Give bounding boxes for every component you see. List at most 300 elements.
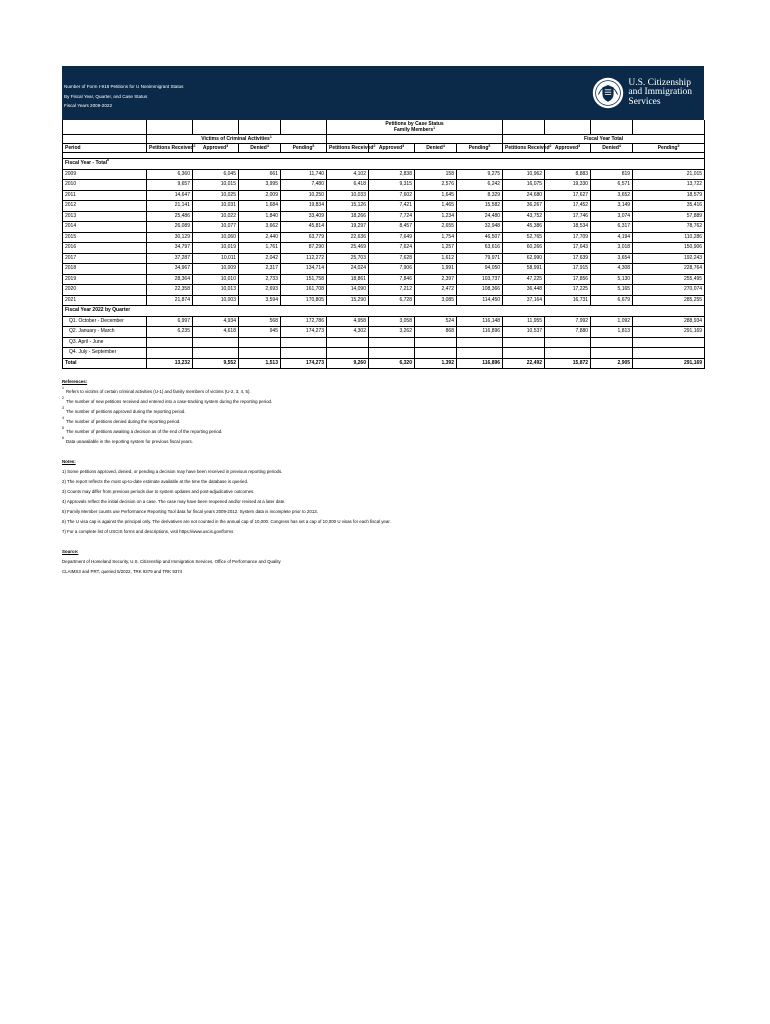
- table-cell: 35,416: [633, 201, 705, 212]
- table-cell: 114,450: [457, 295, 503, 306]
- table-cell: 14,647: [147, 190, 193, 201]
- header-approved: Approved$^3$: [545, 144, 591, 153]
- table-cell: 174,273: [281, 327, 327, 338]
- table-cell: 228,764: [633, 264, 705, 275]
- table-cell: 19,297: [327, 222, 369, 233]
- table-cell: 46,507: [457, 232, 503, 243]
- table-cell: 6,418: [327, 180, 369, 191]
- table-cell: 1,092: [591, 316, 633, 327]
- table-cell: [545, 337, 591, 348]
- table-cell: 3,018: [591, 243, 633, 254]
- fiscal-year-row: [63, 222, 705, 233]
- table-cell: 10,537: [503, 327, 545, 338]
- table-cell: 2,009: [239, 190, 281, 201]
- table-cell: 25,703: [327, 253, 369, 264]
- table-cell: 288,934: [633, 316, 705, 327]
- table-cell: 9,260: [327, 358, 369, 369]
- table-cell: 1,513: [239, 358, 281, 369]
- fiscal-year-row: [63, 169, 705, 180]
- table-cell: [591, 337, 633, 348]
- table-cell: 63,779: [281, 232, 327, 243]
- note-item: 1) Some petitions approved, denied, or pending a decision may have been received in previous reporting periods.: [62, 469, 283, 474]
- table-cell: 1,234: [415, 211, 457, 222]
- table-cell: 60,266: [503, 243, 545, 254]
- table-cell: 25,469: [327, 243, 369, 254]
- table-cell: 45,814: [281, 222, 327, 233]
- table-cell: 3,662: [239, 222, 281, 233]
- table-cell: 10,011: [193, 253, 239, 264]
- table-cell: 10,962: [503, 169, 545, 180]
- table-cell: 11,955: [503, 316, 545, 327]
- table-cell: 3,058: [369, 316, 415, 327]
- row-period: Total: [63, 358, 147, 369]
- table-cell: 3,262: [369, 327, 415, 338]
- report-title: Number of Form I-918 Petitions for U Nonimmigrant Status: [64, 84, 184, 89]
- table-cell: [369, 337, 415, 348]
- table-cell: 17,856: [545, 274, 591, 285]
- section-fiscal-year: Fiscal Year - Total$^6$: [63, 159, 705, 170]
- table-cell: 270,074: [633, 285, 705, 296]
- table-cell: 134,714: [281, 264, 327, 275]
- header-received: Petitions Received$^2$: [503, 144, 545, 153]
- table-cell: [415, 337, 457, 348]
- table-cell: 9,552: [193, 358, 239, 369]
- table-cell: 28,364: [147, 274, 193, 285]
- section-quarters: Fiscal Year 2022 by Quarter: [63, 306, 705, 317]
- header-by-case-status: Petitions by Case Status Family Members$^1$: [327, 120, 503, 135]
- row-period: 2011: [63, 190, 147, 201]
- row-period: 2010: [63, 180, 147, 191]
- table-cell: 3,594: [239, 295, 281, 306]
- table-cell: 6,360: [147, 169, 193, 180]
- table-cell: 10,013: [193, 285, 239, 296]
- table-cell: 24,480: [457, 211, 503, 222]
- table-cell: 291,169: [633, 327, 705, 338]
- dhs-seal-icon: [592, 77, 624, 109]
- row-period: 2017: [63, 253, 147, 264]
- header-period: Period: [63, 144, 147, 153]
- table-cell: 57,889: [633, 211, 705, 222]
- table-cell: 22,492: [503, 358, 545, 369]
- table-cell: 8,329: [457, 190, 503, 201]
- table-cell: 7,649: [369, 232, 415, 243]
- note-item: 2) The report reflects the most up-to-date estimate available at the time the database is queried.: [62, 479, 249, 484]
- header-pending: Pending$^5$: [281, 144, 327, 153]
- table-cell: [545, 348, 591, 359]
- table-cell: 10,033: [327, 190, 369, 201]
- petitions-table: [62, 120, 705, 369]
- table-cell: 37,287: [147, 253, 193, 264]
- header-received: Petitions Received$^2$: [327, 144, 369, 153]
- note-item: 4) Approvals reflect the initial decision on a case. The case may have been reopened and/or revised at a later date.: [62, 499, 286, 504]
- table-cell: 17,709: [545, 232, 591, 243]
- table-cell: 1,257: [415, 243, 457, 254]
- header-received: Petitions Received$^2$: [147, 144, 193, 153]
- table-cell: 4,194: [591, 232, 633, 243]
- table-cell: 6,045: [193, 169, 239, 180]
- table-cell: 6,320: [369, 358, 415, 369]
- table-cell: 2,838: [369, 169, 415, 180]
- quarter-row: [63, 327, 705, 338]
- fiscal-year-row: [63, 190, 705, 201]
- table-cell: 8,883: [545, 169, 591, 180]
- fiscal-year-row: [63, 232, 705, 243]
- table-cell: 151,758: [281, 274, 327, 285]
- footnotes: [62, 377, 704, 577]
- table-cell: 32,948: [457, 222, 503, 233]
- table-cell: [147, 337, 193, 348]
- table-cell: 6,242: [457, 180, 503, 191]
- table-cell: 7,421: [369, 201, 415, 212]
- table-cell: 78,762: [633, 222, 705, 233]
- row-period: Q2. January - March: [63, 327, 147, 338]
- table-cell: [633, 337, 705, 348]
- table-cell: 2,472: [415, 285, 457, 296]
- references-list: [62, 387, 704, 447]
- table-cell: 10,022: [193, 211, 239, 222]
- table-cell: 7,846: [369, 274, 415, 285]
- table-cell: 7,992: [545, 316, 591, 327]
- table-cell: 7,724: [369, 211, 415, 222]
- notes-heading: Notes:: [62, 459, 76, 464]
- note-item: 5) Family Member counts use Performance Reporting Tool data for fiscal years 2009-2012. System data is incomplete prior to 2013.: [62, 509, 318, 514]
- table-cell: 7,602: [369, 190, 415, 201]
- table-cell: 18,861: [327, 274, 369, 285]
- table-cell: [457, 337, 503, 348]
- table-cell: 10,025: [193, 190, 239, 201]
- table-cell: 6,235: [147, 327, 193, 338]
- table-cell: [591, 348, 633, 359]
- table-cell: 868: [415, 327, 457, 338]
- table-cell: 4,308: [591, 264, 633, 275]
- table-cell: 112,272: [281, 253, 327, 264]
- table-cell: 1,465: [415, 201, 457, 212]
- table-cell: 37,164: [503, 295, 545, 306]
- table-cell: 174,273: [281, 358, 327, 369]
- report-period: Fiscal Years 2009-2022: [64, 103, 113, 108]
- table-cell: 3,654: [591, 253, 633, 264]
- table-cell: 6,679: [591, 295, 633, 306]
- table-cell: 18,534: [545, 222, 591, 233]
- uscis-logo-text: U.S. Citizenship and Immigration Services: [628, 77, 692, 107]
- reference-item: $^5$The number of petitions awaiting a decision as of the end of the reporting period.: [62, 426, 223, 434]
- table-cell: 9,275: [457, 169, 503, 180]
- table-cell: 18,579: [633, 190, 705, 201]
- table-cell: 170,805: [281, 295, 327, 306]
- table-cell: 13,722: [633, 180, 705, 191]
- table-cell: 3,085: [415, 295, 457, 306]
- fiscal-year-row: [63, 211, 705, 222]
- fiscal-year-row: [63, 295, 705, 306]
- note-item: 7) For a complete list of USCIS forms and descriptions, visit https://www.uscis.gov/forms: [62, 529, 234, 534]
- table-cell: 1,761: [239, 243, 281, 254]
- table-cell: 5,165: [591, 285, 633, 296]
- table-cell: [281, 337, 327, 348]
- table-cell: 7,906: [369, 264, 415, 275]
- table-cell: [193, 348, 239, 359]
- table-cell: 110,286: [633, 232, 705, 243]
- table-cell: 9,657: [147, 180, 193, 191]
- source-line: Department of Homeland Security, U.S. Citizenship and Immigration Services, Office of Performance and Quality: [62, 559, 281, 564]
- table-cell: [327, 348, 369, 359]
- table-cell: 33,409: [281, 211, 327, 222]
- table-cell: 17,639: [545, 253, 591, 264]
- table-cell: 1,754: [415, 232, 457, 243]
- table-cell: 25,486: [147, 211, 193, 222]
- table-cell: 15,582: [457, 201, 503, 212]
- report-subtitle: By Fiscal Year, Quarter, and Case Status: [64, 93, 148, 99]
- table-cell: 34,797: [147, 243, 193, 254]
- table-cell: 13,232: [147, 358, 193, 369]
- table-cell: 108,366: [457, 285, 503, 296]
- table-cell: 10,009: [193, 264, 239, 275]
- table-header-top: [63, 120, 705, 135]
- table-cell: 17,225: [545, 285, 591, 296]
- row-period: 2009: [63, 169, 147, 180]
- table-cell: 36,448: [503, 285, 545, 296]
- table-cell: 34,967: [147, 264, 193, 275]
- row-period: 2019: [63, 274, 147, 285]
- table-cell: 568: [239, 316, 281, 327]
- table-cell: 1,813: [591, 327, 633, 338]
- table-cell: 7,628: [369, 253, 415, 264]
- table-cell: 10,015: [193, 180, 239, 191]
- fiscal-year-row: [63, 285, 705, 296]
- table-header-groups: [63, 135, 705, 144]
- references-heading: References:: [62, 379, 88, 384]
- table-cell: 4,102: [327, 169, 369, 180]
- table-cell: 4,958: [327, 316, 369, 327]
- source-heading: Source:: [62, 549, 79, 554]
- table-cell: 10,250: [281, 190, 327, 201]
- table-cell: 7,624: [369, 243, 415, 254]
- table-cell: 6,571: [591, 180, 633, 191]
- table-cell: 161,708: [281, 285, 327, 296]
- table-cell: [415, 348, 457, 359]
- table-cell: 58,991: [503, 264, 545, 275]
- report-document: [62, 66, 704, 577]
- note-item: 6) The U visa cap is against the principal only. The derivatives are not counted in the annual cap of 10,000. Congress has set a cap of 10,000 U visas for each fiscal year.: [62, 519, 391, 524]
- table-cell: [239, 337, 281, 348]
- table-cell: 14,090: [327, 285, 369, 296]
- table-cell: 285,255: [633, 295, 705, 306]
- table-cell: 26,089: [147, 222, 193, 233]
- table-cell: 5,130: [591, 274, 633, 285]
- row-period: Q4. July - September: [63, 348, 147, 359]
- table-body: [63, 120, 705, 369]
- table-cell: 1,612: [415, 253, 457, 264]
- table-cell: 10,010: [193, 274, 239, 285]
- row-period: 2016: [63, 243, 147, 254]
- table-cell: 103,737: [457, 274, 503, 285]
- header-approved: Approved$^3$: [369, 144, 415, 153]
- table-cell: 2,733: [239, 274, 281, 285]
- table-cell: 2,655: [415, 222, 457, 233]
- table-cell: 158: [415, 169, 457, 180]
- table-cell: 819: [591, 169, 633, 180]
- table-cell: 22,358: [147, 285, 193, 296]
- table-cell: 36,267: [503, 201, 545, 212]
- fiscal-year-row: [63, 274, 705, 285]
- table-cell: 10,019: [193, 243, 239, 254]
- table-cell: 63,616: [457, 243, 503, 254]
- table-cell: 94,050: [457, 264, 503, 275]
- table-cell: 16,731: [545, 295, 591, 306]
- table-cell: [503, 337, 545, 348]
- header-pending: Pending$^5$: [633, 144, 705, 153]
- row-period: 2020: [63, 285, 147, 296]
- table-cell: [193, 337, 239, 348]
- table-cell: 30,129: [147, 232, 193, 243]
- table-cell: 21,015: [633, 169, 705, 180]
- table-cell: 6,728: [369, 295, 415, 306]
- table-cell: 22,636: [327, 232, 369, 243]
- row-period: Q3. April - June: [63, 337, 147, 348]
- table-cell: 10,031: [193, 201, 239, 212]
- uscis-logo: [592, 76, 692, 110]
- table-cell: 1,684: [239, 201, 281, 212]
- table-cell: 9,315: [369, 180, 415, 191]
- table-cell: 16,075: [503, 180, 545, 191]
- table-header-columns: [63, 144, 705, 153]
- table-cell: 4,302: [327, 327, 369, 338]
- table-cell: 8,457: [369, 222, 415, 233]
- header-approved: Approved$^3$: [193, 144, 239, 153]
- table-cell: 21,141: [147, 201, 193, 212]
- reference-item: $^1$Refers to victims of certain criminal activities (U-1) and family members of victims (U-2, 3, 4, 5).: [62, 386, 251, 394]
- row-period: 2013: [63, 211, 147, 222]
- header-fiscal-year-total: Fiscal Year Total: [503, 135, 705, 144]
- table-cell: 10,060: [193, 232, 239, 243]
- table-cell: 3,074: [591, 211, 633, 222]
- table-cell: 6,997: [147, 316, 193, 327]
- quarter-row: [63, 337, 705, 348]
- table-cell: [147, 348, 193, 359]
- table-cell: 10,003: [193, 295, 239, 306]
- table-cell: 116,896: [457, 358, 503, 369]
- table-cell: 945: [239, 327, 281, 338]
- fiscal-year-row: [63, 264, 705, 275]
- header-denied: Denied$^4$: [591, 144, 633, 153]
- reference-item: $^2$The number of new petitions received and entered into a case-tracking system during the reporting period.: [62, 396, 273, 404]
- table-cell: [239, 348, 281, 359]
- quarter-row: [63, 348, 705, 359]
- table-cell: 24,680: [503, 190, 545, 201]
- row-period: Q1. October - December: [63, 316, 147, 327]
- table-cell: 18,266: [327, 211, 369, 222]
- table-cell: 15,290: [327, 295, 369, 306]
- table-cell: [503, 348, 545, 359]
- table-cell: 7,212: [369, 285, 415, 296]
- table-cell: 255,495: [633, 274, 705, 285]
- total-row: [63, 358, 705, 369]
- row-period: 2014: [63, 222, 147, 233]
- table-cell: 62,990: [503, 253, 545, 264]
- table-cell: 2,042: [239, 253, 281, 264]
- table-cell: 2,693: [239, 285, 281, 296]
- fiscal-year-row: [63, 243, 705, 254]
- report-banner: [62, 66, 704, 120]
- table-cell: [327, 337, 369, 348]
- header-denied: Denied$^4$: [415, 144, 457, 153]
- row-period: 2018: [63, 264, 147, 275]
- fiscal-year-row: [63, 253, 705, 264]
- table-cell: 17,452: [545, 201, 591, 212]
- notes-list: [62, 467, 704, 537]
- reference-item: $^4$The number of petitions denied during the reporting period.: [62, 416, 181, 424]
- table-cell: [281, 348, 327, 359]
- table-cell: 1,991: [415, 264, 457, 275]
- table-cell: 17,915: [545, 264, 591, 275]
- table-cell: 4,618: [193, 327, 239, 338]
- report-title-block: [64, 82, 183, 111]
- fiscal-year-row: [63, 201, 705, 212]
- row-period: 2021: [63, 295, 147, 306]
- table-cell: [633, 348, 705, 359]
- table-cell: 7,880: [545, 327, 591, 338]
- table-cell: 10,077: [193, 222, 239, 233]
- reference-item: $^3$The number of petitions approved during the reporting period.: [62, 406, 186, 414]
- table-cell: 87,290: [281, 243, 327, 254]
- table-cell: 17,627: [545, 190, 591, 201]
- header-victims-group: Victims of Criminal Activities$^1$: [147, 135, 327, 144]
- table-cell: 2,317: [239, 264, 281, 275]
- table-cell: 1,840: [239, 211, 281, 222]
- table-cell: 1,392: [415, 358, 457, 369]
- row-period: 2012: [63, 201, 147, 212]
- table-cell: 2,397: [415, 274, 457, 285]
- table-cell: 192,243: [633, 253, 705, 264]
- table-cell: 19,834: [281, 201, 327, 212]
- row-period: 2015: [63, 232, 147, 243]
- table-cell: 4,934: [193, 316, 239, 327]
- table-cell: 6,317: [591, 222, 633, 233]
- table-cell: 24,024: [327, 264, 369, 275]
- table-cell: 2,905: [591, 358, 633, 369]
- table-cell: 524: [415, 316, 457, 327]
- table-cell: 3,652: [591, 190, 633, 201]
- table-cell: 79,971: [457, 253, 503, 264]
- table-cell: 19,330: [545, 180, 591, 191]
- table-cell: 52,765: [503, 232, 545, 243]
- table-cell: 15,126: [327, 201, 369, 212]
- table-cell: 47,225: [503, 274, 545, 285]
- table-cell: 17,746: [545, 211, 591, 222]
- table-cell: 661: [239, 169, 281, 180]
- table-cell: 116,896: [457, 327, 503, 338]
- table-cell: 43,752: [503, 211, 545, 222]
- header-pending: Pending$^5$: [457, 144, 503, 153]
- table-cell: 2,576: [415, 180, 457, 191]
- table-cell: 7,480: [281, 180, 327, 191]
- table-cell: 1,645: [415, 190, 457, 201]
- table-cell: 3,995: [239, 180, 281, 191]
- quarter-row: [63, 316, 705, 327]
- table-cell: [369, 348, 415, 359]
- header-denied: Denied$^4$: [239, 144, 281, 153]
- source-line: CLAIMS3 and PRT, queried 5/2022, TRK 9379 and TRK 9374: [62, 569, 183, 574]
- table-cell: 2,440: [239, 232, 281, 243]
- table-cell: 291,169: [633, 358, 705, 369]
- table-cell: 150,906: [633, 243, 705, 254]
- table-cell: 15,872: [545, 358, 591, 369]
- table-cell: 21,874: [147, 295, 193, 306]
- reference-item: $^6$Data unavailable in the reporting system for previous fiscal years.: [62, 436, 193, 444]
- table-cell: 3,149: [591, 201, 633, 212]
- table-cell: 116,148: [457, 316, 503, 327]
- note-item: 3) Counts may differ from previous periods due to system updates and post-adjudicative outcomes.: [62, 489, 255, 494]
- table-cell: [457, 348, 503, 359]
